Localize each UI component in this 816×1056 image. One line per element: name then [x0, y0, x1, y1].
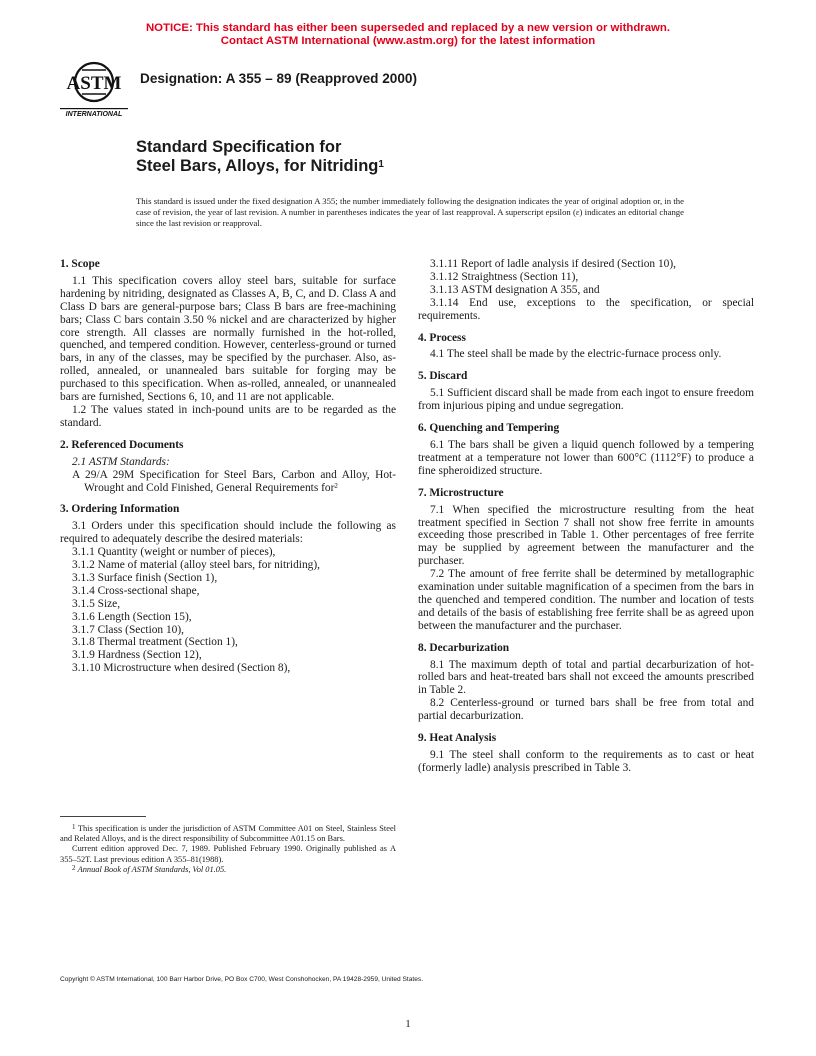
section-5-heading: 5. Discard [418, 370, 468, 383]
section-1-heading: 1. Scope [60, 258, 100, 270]
withdrawal-notice [0, 22, 816, 48]
paragraph-7-2: 7.2 The amount of free ferrite shall be determined by metallographic examination under suitable magnification of a specimen from the bars in the quenched and tempered condition. The number and location of tests and details of the basis of establishing free ferrite shall be as agreed upon between the manufacturer and the purchaser. [418, 568, 754, 632]
paragraph-3-1: 3.1 Orders under this specification should include the following as required to adequately describe the desired materials: [60, 520, 396, 546]
title-footnote-mark: 1 [378, 159, 384, 170]
reference-a29: A 29/A 29M Specification for Steel Bars, Carbon and Alloy, Hot-Wrought and Cold Finished, General Requirements for$^2$ [72, 468, 396, 494]
reference-footnote-mark: 2 [334, 481, 338, 490]
copyright: Copyright © ASTM International, 100 Barr Harbor Drive, PO Box C700, West Conshohocken, PA 19428-2959, United States. [60, 976, 424, 983]
paragraph-4-1: 4.1 The steel shall be made by the electric-furnace process only. [430, 348, 722, 361]
paragraph-2-1: 2.1 ASTM Standards: [72, 455, 170, 468]
list-item: 3.1.8 Thermal treatment (Section 1), [72, 636, 238, 649]
svg-text:ASTM: ASTM [66, 73, 122, 94]
list-item: 3.1.10 Microstructure when desired (Section 8), [72, 662, 291, 675]
list-item: 3.1.5 Size, [72, 597, 121, 610]
right-column [418, 258, 754, 775]
astm-logo-icon [60, 56, 128, 118]
left-column [60, 258, 396, 675]
section-4-heading: 4. Process [418, 331, 466, 344]
section-8-heading: 8. Decarburization [418, 641, 510, 654]
paragraph-6-1: 6.1 The bars shall be given a liquid quench followed by a tempering treatment at a temperature not lower than 600°C (1112°F) to produce a fine spheroidized structure. [418, 438, 754, 477]
footnote-divider [60, 816, 146, 817]
notice-line-2: Contact ASTM International (www.astm.org) for the latest information [220, 35, 596, 47]
designation: Designation: A 355 – 89 (Reapproved 2000) [140, 71, 418, 86]
notice-line-1: NOTICE: This standard has either been superseded and replaced by a new version or withdrawn. [145, 22, 671, 34]
list-item: 3.1.4 Cross-sectional shape, [72, 584, 200, 597]
paragraph-8-2: 8.2 Centerless-ground or turned bars shall be free from total and partial decarburization. [418, 697, 754, 723]
footnote-1-edition: Current edition approved Dec. 7, 1989. Published February 1990. Originally published as A 355–52T. Last previous edition A 355–81(1988). [60, 844, 396, 864]
section-7-heading: 7. Microstructure [418, 486, 504, 499]
list-item: 3.1.12 Straightness (Section 11), [430, 270, 579, 283]
section-9-heading: 9. Heat Analysis [418, 732, 497, 745]
paragraph-1-2: 1.2 The values stated in inch-pound units are to be regarded as the standard. [60, 403, 396, 429]
title-line-2: Steel Bars, Alloys, for Nitriding$^1$ [136, 157, 384, 175]
list-item: 3.1.1 Quantity (weight or number of pieces), [72, 546, 276, 559]
list-item: 3.1.2 Name of material (alloy steel bars, for nitriding), [72, 559, 320, 572]
list-item: 3.1.13 ASTM designation A 355, and [430, 283, 600, 296]
paragraph-1-1: 1.1 This specification covers alloy steel bars, suitable for surface hardening by nitriding, designated as Classes A, B, C, and D. Class A and Class D bars are general-purpose bars; Class B bars are free-machining bars; Class C bars contain 3.50 % nickel and are characterized by higher core strength. All classes are normally furnished in the hot-rolled, quenched, and tempered condition. However, centerless-ground or turned bars, in any of the classes, may be specified by the purchaser. Also, as-rolled, annealed, or unannealed bars suitable for forging may be purchased to this specification. When as-rolled, annealed, or unannealed bars are furnished, Sections 6, 10, and 11 are not applicable. [60, 274, 396, 404]
list-item: 3.1.6 Length (Section 15), [72, 610, 192, 623]
issued-note: This standard is issued under the fixed designation A 355; the number immediately following the designation indicates the year of original adoption or, in the case of revision, the year of last revision. A number in parentheses indicates the year of last reapproval. A superscript epsilon (ε) indicates an editorial change since the last revision or reapproval. [136, 196, 684, 228]
paragraph-7-1: 7.1 When specified the microstructure resulting from the heat treatment specified in Section 7 shall not show free ferrite in amounts exceeding those prescribed in Table 1. Other percentages of free ferrite may be supplied by agreement between the manufacturer and the purchaser. [418, 503, 754, 568]
section-2-heading: 2. Referenced Documents [60, 438, 184, 451]
footnote-1: $^1$ This specification is under the jurisdiction of ASTM Committee A01 on Steel, Stainless Steel and Related Alloys, and is the direct responsibility of Subcommittee A01.15 on Bars. [60, 823, 396, 844]
footnotes [60, 824, 396, 875]
list-item: 3.1.9 Hardness (Section 12), [72, 649, 202, 662]
paragraph-5-1: 5.1 Sufficient discard shall be made from each ingot to ensure freedom from injurious piping and undue segregation. [418, 387, 754, 413]
title-line-1: Standard Specification for [136, 138, 342, 156]
list-item: 3.1.7 Class (Section 10), [72, 623, 184, 636]
astm-logo [60, 56, 128, 118]
logo-label: INTERNATIONAL [65, 111, 123, 118]
page-number: 1 [405, 1018, 411, 1030]
paragraph-9-1: 9.1 The steel shall conform to the requirements as to cast or heat (formerly ladle) analysis prescribed in Table 3. [418, 749, 754, 774]
section-6-heading: 6. Quenching and Tempering [418, 422, 560, 435]
paragraph-8-1: 8.1 The maximum depth of total and partial decarburization of hot-rolled bars and heat-treated bars shall not exceed the amounts prescribed in Table 2. [418, 658, 754, 697]
footnote-2: $^2$ Annual Book of ASTM Standards, Vol 01.05. [72, 863, 227, 874]
list-item-last: 3.1.14 End use, exceptions to the specification, or special requirements. [418, 296, 754, 322]
list-item: 3.1.11 Report of ladle analysis if desired (Section 10), [430, 258, 676, 270]
list-item: 3.1.3 Surface finish (Section 1), [72, 571, 218, 584]
page-title [136, 138, 384, 176]
section-3-heading: 3. Ordering Information [60, 503, 180, 516]
